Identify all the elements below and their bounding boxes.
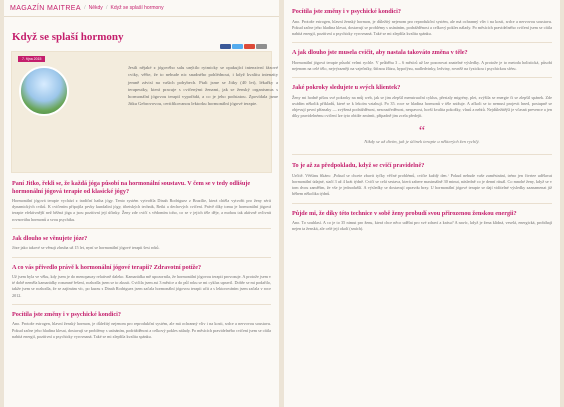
breadcrumb-item-1[interactable]: Někdy: [88, 5, 103, 11]
section-body: Ano. Protože estrogen, hlavní ženský hormon, je důležitý nejenom pro reprodukční systém, ale má ochranný vliv i na kosti, srdce a nervovou soustavu. Pokud začne jeho hladina klesat, dostavují se problémy s usínáním, podrážděnost a celkový pokles nálady. Po měsících pravidelného cvičení jsem se cítila nabitá energií, pozitivní a psychicky vyrovnaná. Také se mi zlepšila kvalita spánku.: [12, 321, 271, 339]
section-body: Józe jako takové se věnuji zhruba už 15 let, nyní se hormonální jógové terapii šest roků.: [12, 245, 160, 251]
section-body: Ano. To souhlasí. A co je to 35 nimut pro ženu, která chce něco udělat pro své zdraví a krásu? A navíc, když je žena klidná, veselá, energická, probíhají nejen ta ženská, ale celé její okolí (smích).: [292, 220, 552, 232]
section-7: [292, 84, 552, 119]
article-intro: [11, 51, 278, 173]
section-heading: Jaké pokroky sledujete u svých klientek?: [292, 84, 401, 92]
section-2: [12, 235, 271, 252]
site-logo[interactable]: MAGAZÍN MAITREA: [10, 4, 81, 12]
breadcrumb-separator: /: [105, 5, 108, 11]
divider: [12, 228, 271, 229]
right-column: [284, 0, 560, 407]
section-body: Určitě. Většinu říkám: ‚Pokud se chcete zbavit tyčky věčné problémů, cvičte každý den.‘ Pokud nebude vaše zaměstnání, tréno jen čtvrtee udělavat hormonální údajné, stačí 3 až 4 krát týdně. Cvičí se celá sestava, která zabere maximálně 30 minut, následně co je denní rituál. Co mnohé ženy, když se v tom dvou zaměřím, že vše je jednodušší. A výsledky se dostavují opravdu brzy. U hormonální jógové terapie se dají viditelné výsledky zaznamenat již během několika týdnů.: [292, 172, 552, 197]
divider: [12, 304, 271, 305]
email-share-button[interactable]: [256, 44, 267, 49]
page-title: Když se splaší hormony: [12, 31, 124, 43]
section-body: Hormonální jógová terapie působí velmi rychle. V průběhu 3 – 6 měsíců už lze pozorovat znatelné výsledky. A protože je to metoda holistická, působí nejenom na celé tělo, nejvýrazněji na vaječníky, štítnou žlázu, hypofýzu, nadledvinky, ledviny, rovněž na fyzickou i psychickou sféru.: [292, 59, 552, 71]
divider: [292, 42, 552, 43]
section-body: Ženy mi hodně píšou své pokroky na můj web, jak se jim zlepšil menstruační cyklus, přestaly migrény, plet, zvýšila se energie či se zlepšil spánek. Zde uvádím několik příkladů, které se k lekcím vztahují. Po 35. roce se hladina hormonů v těle snižuje. A ačkoli se to nemusí projevit hned, postupně se objevují první příznaky — zvýšená podrážděnost, nesoustředěnost, nespavost, horší kvalita pokožky, vlasů a nehtů. Nejdůležitější je včasná prevence a jen díky pravidelnému cvičení lze tyto obtíže zmírnit, případně jim zcela předejít.: [292, 94, 552, 119]
share-buttons: [220, 44, 267, 49]
intro-text: Jestli nějaké z jógového salu unýtilo rytmicky se opakující intenzivní fázové cviky, věřte, že to nebude nic snadného pohlédnout, i když kvalitu intenzity jemně závisí na vašich pohybech. Ptali jsme se Jitky (40 let), lékařky a terapeutky, která pracuje s cvičenými ženami, jak se ženský organismus s hormonální jógovou terapií vypořádá, a co je jeho podstatou. Zpovídala jsme Jitku Gebrovovou, certifikovanou lektorku hormonální jógové terapie.: [128, 65, 278, 107]
top-bar: [4, 0, 279, 17]
section-heading: A co vás přivedlo právě k hormonální jógové terapii? Zdravotní potíže?: [12, 263, 202, 271]
section-body: Ano. Protože estrogen, hlavní ženský hormon, je důležitý nejenom pro reprodukční systém, ale má ochranný vliv i na kosti, srdce a nervovou soustavu. Pokud začne jeho hladina klesat, dostavují se problémy s usínáním, podrážděnost a celkový pokles nálady. Po měsících pravidelného cvičení jsem se cítila nabitá energií, pozitivní a psychicky vyrovnaná. Také se mi zlepšila kvalita spánku.: [292, 18, 552, 36]
pull-quote: Nikdy se až divím, jak je účinek terapie u některých žen rychlý.: [364, 139, 480, 145]
google-share-button[interactable]: [244, 44, 255, 49]
divider: [292, 154, 552, 155]
section-heading: Pocítila jste změny i v psychické kondici?: [292, 8, 401, 15]
section-heading: Půjde mi, že díky této technice v sobě ženy probudí svou přirozenou ženskou energii?: [292, 209, 517, 217]
section-heading: Pocítila jste změny i v psychické kondici?: [12, 310, 121, 318]
section-heading: To je až za předpokladu, když se cvičí pravidelně?: [292, 162, 425, 170]
section-heading: Jak dlouho se věnujete józe?: [12, 234, 88, 242]
section-body: Hormonální jógová terapie vychází z tradiční hatha jógy. Tento systém vytvořila Dinah Rodriguez z Brazílie, která chtěla vytvořit pro ženy sérii dynamických cviků. K cvičením připojila prvky kundaliní jógy, tibetských technik, Reiki a dechových cvičení. Právě díky tomu je hormonální jógová terapie efektivnější než běžná jóga a jsou pozitivní její účinky. Ženy zde cvičí s vědomím toho, co se v jejich těle děje, a mohou tak aktivně ovlivnit rovnováhu hormonů a svou psychiku.: [12, 198, 271, 222]
twitter-share-button[interactable]: [232, 44, 243, 49]
section-3: [12, 264, 271, 299]
section-6: [292, 49, 552, 72]
divider: [292, 203, 552, 204]
section-8: [292, 162, 552, 197]
left-column: [4, 0, 279, 407]
breadcrumb-separator: /: [83, 5, 86, 11]
date-badge: 7. října 2015: [18, 56, 45, 62]
section-9: [292, 210, 552, 233]
section-heading: A jak dlouho jste musela cvičit, aby nastala takováto změna v těle?: [292, 49, 468, 57]
divider: [12, 257, 271, 258]
section-5: [292, 8, 552, 37]
section-1: [12, 180, 271, 223]
author-photo: [19, 66, 69, 116]
section-heading: Paní Jitko, řekli se, že každá jóga působí na hormonální soustavu. V čem se v tedy odlišuje hormonální jógová terapie od klasické jógy?: [12, 180, 251, 195]
breadcrumb-item-2[interactable]: Když se splaší hormony: [110, 5, 164, 11]
divider: [292, 77, 552, 78]
facebook-share-button[interactable]: [220, 44, 231, 49]
quote-icon: “: [418, 124, 426, 140]
section-4: [12, 311, 271, 340]
section-body: Už jsem byla ve věku, kdy jsem je do menopauzy relativně daleko. Kamarádka mě upozornila, že hormonální jógovou terapii provozuje. A protože jsem v té době neměla kamarádky rozumné řešení, rozhodla jsem se to zkusit. Cvičila jsem asi 3 měsíce a do půl roku se mi cyklus upravil. Dobře se mi podařilo, takže jsem se rozhodla, že se zajímám víc, po kurzu s Dinah Rodriguez jsem začala hormonální jógovou terapii učit a s lektorováním jsem začala v roce 2012.: [12, 274, 271, 298]
